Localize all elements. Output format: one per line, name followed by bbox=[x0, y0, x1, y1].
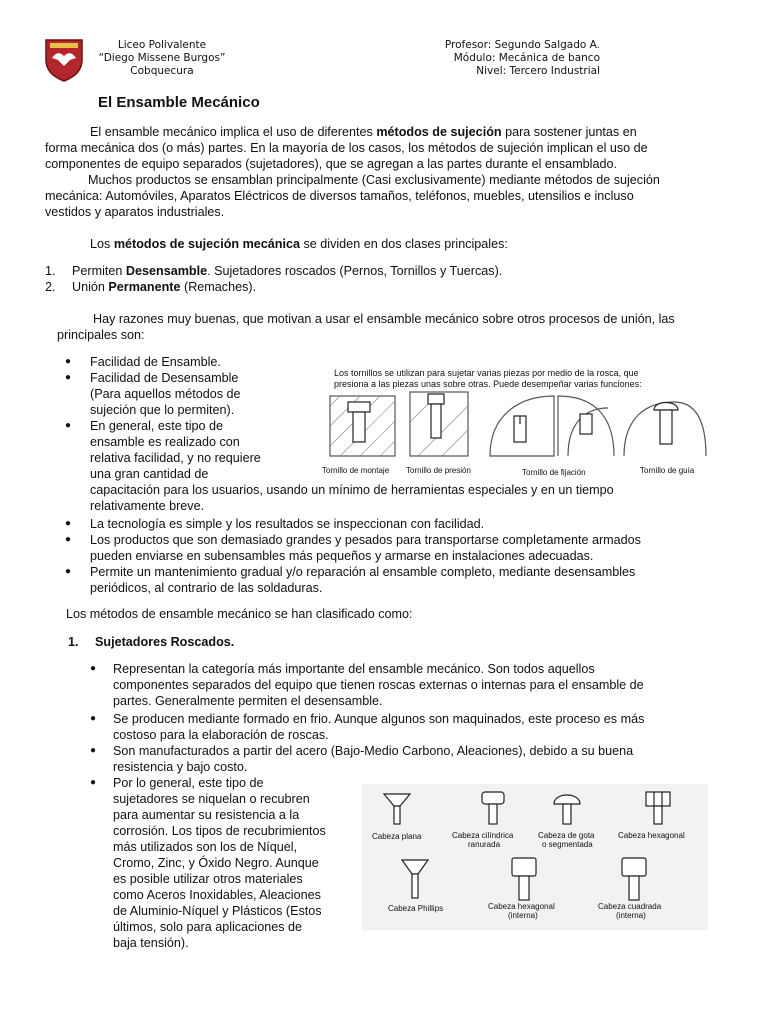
bullet-dot: ● bbox=[90, 663, 97, 674]
threaded-bullet: corrosión. Los tipos de recubrimientos bbox=[113, 824, 326, 838]
threaded-bullet: más utilizados son los de Níquel, bbox=[113, 840, 298, 854]
list-number: 2. bbox=[45, 280, 56, 294]
module: Módulo: Mecánica de banco bbox=[453, 52, 600, 64]
bold-text: Permanente bbox=[108, 280, 181, 294]
bullet-dot: ● bbox=[90, 777, 97, 788]
threaded-bullet: para aumentar su resistencia a la bbox=[113, 808, 300, 822]
head-label-segmentada: o segmentada bbox=[542, 840, 593, 849]
header-right bbox=[400, 39, 600, 78]
text: (Remaches). bbox=[180, 280, 257, 294]
bullet-dot: ● bbox=[65, 518, 72, 529]
classified-line: Los métodos de ensamble mecánico se han clasificado como: bbox=[66, 607, 413, 621]
threaded-bullet: partes. Generalmente permiten el desensamble. bbox=[113, 694, 383, 708]
text: se dividen en dos clases principales: bbox=[299, 237, 508, 251]
threaded-bullet: costoso para la elaboración de roscas. bbox=[113, 728, 329, 742]
reason-bullet: relativa facilidad, y no requiere bbox=[90, 451, 261, 465]
teacher: Profesor: Segundo Salgado A. bbox=[444, 39, 600, 51]
text bbox=[72, 280, 256, 294]
intro-line-1 bbox=[90, 125, 637, 139]
screw-illustrations bbox=[318, 362, 708, 480]
class-item-2 bbox=[45, 280, 257, 294]
text: Permiten bbox=[72, 264, 126, 278]
list-number: 1. bbox=[45, 264, 56, 278]
list-number: 1. bbox=[68, 635, 79, 649]
threaded-bullet: Se producen mediante formado en frio. Aunque algunos son maquinados, este proceso es más bbox=[113, 712, 645, 726]
threaded-bullet: de Aluminio-Níquel y Plásticos (Estos bbox=[113, 904, 322, 918]
head-label-cuadrada: Cabeza cuadrada bbox=[598, 902, 662, 911]
class-item-1 bbox=[45, 264, 503, 278]
reason-bullet: periódicos, al contrario de las soldaduras. bbox=[90, 581, 323, 595]
head-label-phillips: Cabeza Phillips bbox=[388, 904, 444, 913]
screw-label-montaje: Tornillo de montaje bbox=[322, 466, 390, 475]
threaded-bullet: sujetadores se niquelan o recubren bbox=[113, 792, 310, 806]
screw-functions-figure bbox=[318, 362, 708, 480]
threaded-bullet: últimos, solo para aplicaciones de bbox=[113, 920, 303, 934]
classes-line bbox=[90, 237, 508, 251]
reason-bullet: ensamble es realizado con bbox=[90, 435, 240, 449]
screw-label-guia: Tornillo de guía bbox=[640, 466, 695, 475]
page-title: El Ensamble Mecánico bbox=[98, 94, 260, 111]
figure1-caption-1: Los tornillos se utilizan para sujetar varias piezas por medio de la rosca, que bbox=[334, 368, 639, 378]
bullet-dot: ● bbox=[65, 356, 72, 367]
threaded-bullet: componentes separados del equipo que tienen roscas externas o internas para el ensamble de bbox=[113, 678, 644, 692]
reason-bullet: La tecnología es simple y los resultados se inspeccionan con facilidad. bbox=[90, 517, 485, 531]
text: Los bbox=[90, 237, 114, 251]
city: Cobquecura bbox=[130, 65, 194, 77]
threaded-bullet: como Aceros Inoxidables, Aleaciones bbox=[113, 888, 321, 902]
head-label-gota: Cabeza de gota bbox=[538, 831, 595, 840]
intro-line-5: mecánica: Automóviles, Aparatos Eléctricos de diversos tamaños, teléfonos, muebles, utensilios e incluso bbox=[45, 189, 634, 203]
head-label-hexagonal-interna: Cabeza hexagonal bbox=[488, 902, 555, 911]
bold-text: Desensamble bbox=[125, 264, 208, 278]
threaded-bullet: resistencia y bajo costo. bbox=[113, 760, 248, 774]
section-title: Sujetadores Roscados. bbox=[95, 635, 235, 649]
reasons-line-2: principales son: bbox=[57, 328, 145, 342]
school-label: Liceo Polivalente bbox=[117, 39, 207, 51]
intro-line-4: Muchos productos se ensamblan principalmente (Casi exclusivamente) mediante métodos de sujeción bbox=[88, 173, 660, 187]
bullet-dot: ● bbox=[65, 420, 72, 431]
text bbox=[72, 264, 502, 278]
reason-bullet: Los productos que son demasiado grandes y pesados para transportarse completamente armados bbox=[90, 533, 641, 547]
intro-line-3: componentes de equipo separados (sujetadores), que se agregan a las partes durante el ensamblado. bbox=[45, 157, 617, 171]
bullet-dot: ● bbox=[90, 745, 97, 756]
bullet-dot: ● bbox=[65, 566, 72, 577]
text: Unión bbox=[72, 280, 109, 294]
reason-bullet: Permite un mantenimiento gradual y/o reparación al ensamble completo, mediante desensambles bbox=[90, 565, 636, 579]
threaded-bullet: Son manufacturados a partir del acero (Bajo-Medio Carbono, Aleaciones), debido a su buena bbox=[113, 744, 634, 758]
screw-label-presion: Tornillo de presión bbox=[406, 466, 471, 475]
school-crest bbox=[44, 38, 84, 82]
reason-bullet: Facilidad de Desensamble bbox=[90, 371, 239, 385]
head-label-plana: Cabeza plana bbox=[372, 832, 422, 841]
header-left bbox=[92, 39, 232, 78]
head-label-ranurada: ranurada bbox=[468, 840, 501, 849]
figure1-caption-2: presiona a las piezas unas sobre otras. Puede desempeñar varias funciones: bbox=[334, 379, 642, 389]
threaded-bullet: baja tensión). bbox=[113, 936, 189, 950]
reasons-line-1: Hay razones muy buenas, que motivan a usar el ensamble mecánico sobre otros procesos de unión, las bbox=[93, 312, 675, 326]
bullet-dot: ● bbox=[90, 713, 97, 724]
reason-bullet: capacitación para los usuarios, usando un mínimo de herramientas especiales y en un tiempo bbox=[90, 483, 614, 497]
head-label-cilindrica: Cabeza cilíndrica bbox=[452, 831, 514, 840]
section-1-heading bbox=[68, 635, 235, 649]
text: . Sujetadores roscados (Pernos, Tornillos y Tuercas). bbox=[207, 264, 503, 278]
intro-line-6: vestidos y aparatos industriales. bbox=[45, 205, 225, 219]
text: para sostener juntas en bbox=[501, 125, 637, 139]
school-name: “Diego Missene Burgos” bbox=[98, 52, 226, 64]
text: El ensamble mecánico implica el uso de diferentes bbox=[90, 125, 377, 139]
threaded-bullet: Cromo, Zinc, y Óxido Negro. Aunque bbox=[113, 856, 319, 870]
reason-bullet: En general, este tipo de bbox=[90, 419, 224, 433]
threaded-bullet: es posible utilizar otros materiales bbox=[113, 872, 303, 886]
reason-bullet: relativamente breve. bbox=[90, 499, 205, 513]
reason-bullet: (Para aquellos métodos de bbox=[90, 387, 241, 401]
bullet-dot: ● bbox=[65, 372, 72, 383]
threaded-bullet: Representan la categoría más importante del ensamble mecánico. Son todos aquellos bbox=[113, 662, 595, 676]
threaded-bullet: Por lo general, este tipo de bbox=[113, 776, 264, 790]
screw-label-fijacion: Tornillo de fijación bbox=[522, 468, 586, 477]
reason-bullet: sujeción que lo permiten). bbox=[90, 403, 235, 417]
reason-bullet: una gran cantidad de bbox=[90, 467, 209, 481]
head-label-interna-2: (interna) bbox=[616, 911, 646, 920]
head-label-hexagonal: Cabeza hexagonal bbox=[618, 831, 685, 840]
bold-text: métodos de sujeción mecánica bbox=[113, 237, 300, 251]
bold-text: métodos de sujeción bbox=[376, 125, 502, 139]
level: Nivel: Tercero Industrial bbox=[476, 65, 600, 77]
reason-bullet: Facilidad de Ensamble. bbox=[90, 355, 221, 369]
screw-heads-figure bbox=[362, 784, 708, 930]
intro-line-2: forma mecánica dos (o más) partes. En la mayoría de los casos, los métodos de sujeción implican el uso de bbox=[45, 141, 648, 155]
bullet-dot: ● bbox=[65, 534, 72, 545]
head-label-interna-1: (interna) bbox=[508, 911, 538, 920]
reason-bullet: pueden enviarse en subensambles más pequeños y armarse en instalaciones adecuadas. bbox=[90, 549, 594, 563]
